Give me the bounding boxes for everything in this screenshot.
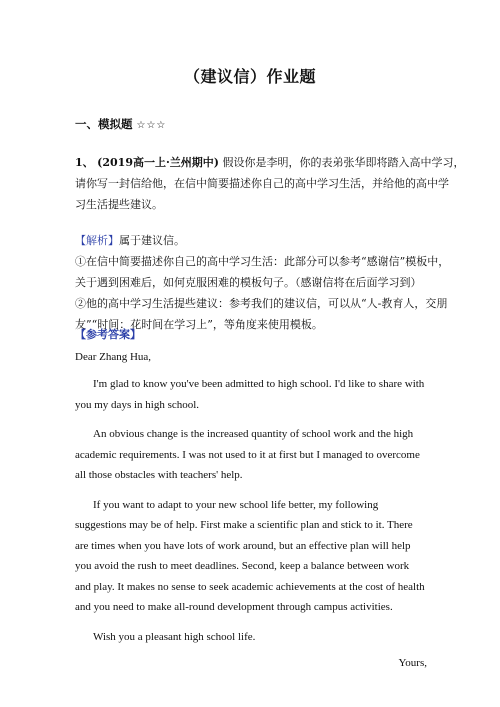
difficulty-stars-icon: ☆☆☆ (136, 120, 167, 131)
letter-body (75, 347, 427, 673)
question-line-2: 请你写一封信给他，在信中简要描述你自己的高中学习生活，并给他的高中学 (75, 177, 449, 190)
answer-tag: 【参考答案】 (75, 328, 141, 341)
analysis-line-4: 友”“时间：花时间在学习上”，等角度来使用模板。 (75, 318, 323, 331)
letter-greeting: Dear Zhang Hua, (75, 351, 152, 363)
letter-paragraph-1: I'm glad to know you've been admitted to high school. I'd like to share with you my days in high school. (75, 378, 425, 411)
analysis-block (75, 230, 450, 335)
question-line-1 (75, 152, 465, 173)
analysis-line-0 (75, 230, 427, 251)
letter-signoff: Yours, (398, 656, 427, 669)
analysis-line-3: ②他的高中学习生活提些建议：参考我们的建议信，可以从“人-教育人，交朋 (75, 297, 448, 310)
analysis-line-1: ①在信中简要描述你自己的高中学习生活：此部分可以参考“感谢信”模板中， (75, 255, 450, 268)
letter-paragraph-2: An obvious change is the increased quantity of school work and the high academic requirements. I was not used to it at first but I managed to overcome all those obstacles with teachers' help. (75, 428, 420, 481)
question-source: (2019高一上·兰州期中) (97, 156, 220, 169)
question-line-3: 习生活提些建议。 (75, 198, 163, 211)
question-block (75, 152, 465, 215)
section-heading (75, 116, 166, 132)
letter-paragraph-3: If you want to adapt to your new school life better, my following suggestions may be of help. First make a scientific plan and stick to it. There are times when you have lots of work around, but an effective plan will help you avoid the rush to meet deadlines. Second, keep a balance between work and play. It makes no sense to seek academic achievements at the cost of health and you need to make all-round development through campus activities. (75, 498, 425, 613)
question-number: 1、 (75, 156, 94, 169)
analysis-tag: 【解析】 (75, 234, 119, 247)
letter-closing: Wish you a pleasant high school life. (93, 630, 256, 643)
analysis-first: 属于建议信。 (119, 234, 185, 247)
section-heading-text: 一、模拟题 (75, 117, 133, 131)
page-title: （建议信）作业题 (183, 67, 316, 86)
analysis-line-2: 关于遇到困难后，如何克服困难的模板句子。（感谢信将在后面学习到） (75, 276, 422, 289)
question-text-1: 假设你是李明，你的表弟张华即将踏入高中学习， (222, 156, 465, 169)
